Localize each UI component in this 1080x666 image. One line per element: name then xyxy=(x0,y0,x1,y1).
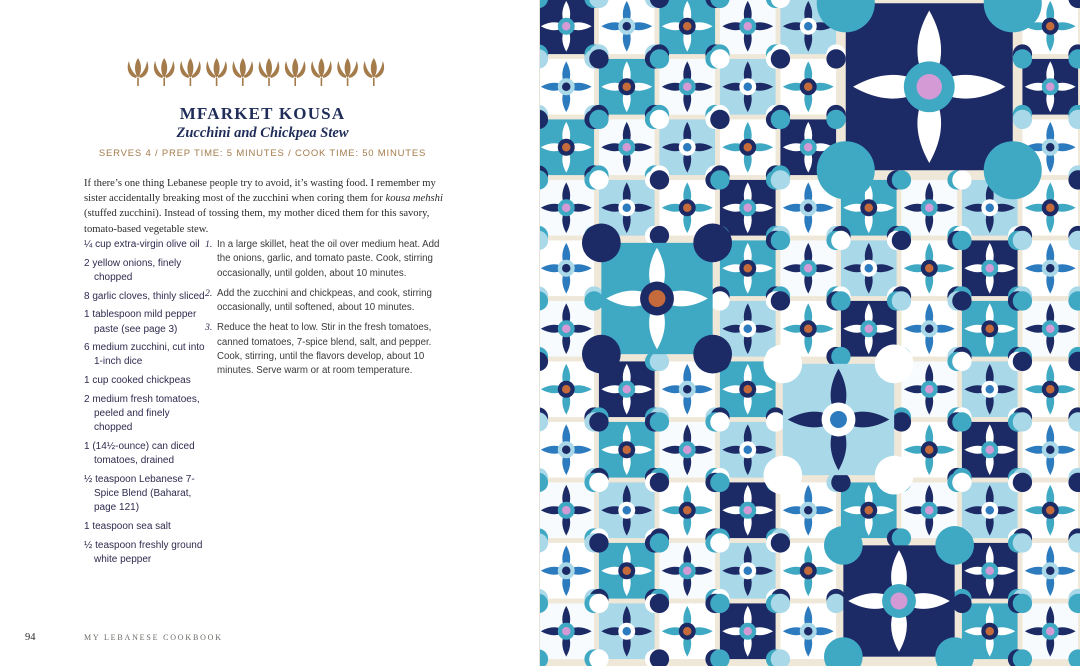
ingredient-item: 6 medium zucchini, cut into 1-inch dice xyxy=(84,342,205,368)
patterned-tile-mosaic-image xyxy=(540,0,1080,666)
tulip-ornament-icon xyxy=(285,58,306,86)
tulip-ornament-icon xyxy=(311,58,332,86)
mosaic-tile xyxy=(763,344,913,494)
direction-step xyxy=(205,287,455,316)
ingredient-item: 1 tablespoon mild pepper paste (see page 3) xyxy=(84,309,197,335)
tulip-ornament-icon xyxy=(259,58,280,86)
ingredient-item: 1 (14½-ounce) can diced tomatoes, drained xyxy=(84,440,195,467)
tulip-ornament-icon xyxy=(363,58,384,86)
ingredient-item: 2 medium fresh tomatoes, peeled and finely chopped xyxy=(84,393,200,434)
recipe-subtitle: Zucchini and Chickpea Stew xyxy=(176,125,349,141)
direction-list xyxy=(205,238,455,385)
direction-step xyxy=(205,238,455,281)
step-number: 1. xyxy=(205,239,213,250)
step-text: Add the zucchini and chickpeas, and cook, stirring occasionally, until softened, about 10 minutes. xyxy=(217,287,432,314)
intro-italic-term: kousa mehshi xyxy=(385,193,443,205)
tulip-ornament-icon xyxy=(180,58,201,86)
ingredient-item: 8 garlic cloves, thinly sliced xyxy=(84,290,205,302)
mosaic-tile xyxy=(1013,594,1080,666)
tulip-ornament-icon xyxy=(206,58,227,86)
tulip-border-ornament xyxy=(125,54,387,90)
mosaic-tile xyxy=(824,526,974,666)
ingredient-item: 1 cup cooked chickpeas xyxy=(84,375,191,387)
tulip-ornament-icon xyxy=(337,58,358,86)
ingredient-item: ¼ cup extra-virgin olive oil xyxy=(84,239,200,250)
ingredient-item: ½ teaspoon freshly ground white pepper xyxy=(84,539,203,565)
step-text: Reduce the heat to low. Stir in the fresh tomatoes, canned tomatoes, 7-spice blend, salt, and pepper. Cook, stirring, until the flavors develop, about 10 minutes. Serve warm or at room temperature. xyxy=(217,322,432,377)
direction-step xyxy=(205,321,455,378)
ingredient-item: 1 teaspoon sea salt xyxy=(84,520,171,532)
page-number: 94 xyxy=(25,632,36,643)
ingredient-item: 2 yellow onions, finely chopped xyxy=(84,257,182,283)
intro-text-1: If there’s one thing Lebanese people try to avoid, it’s wasting food. I remember my sister accidentally breaking most of the zucchini when coring them for xyxy=(84,178,436,205)
mosaic-tile xyxy=(582,223,732,373)
ingredient-item: ½ teaspoon Lebanese 7-Spice Blend (Baharat, page 121) xyxy=(84,473,195,514)
ingredient-list xyxy=(84,238,208,572)
recipe-title: MFARKET KOUSA xyxy=(179,104,346,123)
recipe-meta: SERVES 4 / PREP TIME: 5 MINUTES / COOK TIME: 50 MINUTES xyxy=(98,148,427,159)
step-number: 2. xyxy=(205,287,213,299)
running-head: MY LEBANESE COOKBOOK xyxy=(84,633,223,642)
step-number: 3. xyxy=(205,322,213,334)
tulip-ornament-icon xyxy=(128,58,149,86)
recipe-intro xyxy=(84,176,444,237)
step-text: In a large skillet, heat the oil over medium heat. Add the onions, garlic, and tomato paste. Cook, stirring occasionally, until golden, about 10 minutes. xyxy=(217,239,440,279)
intro-text-2: (stuffed zucchini). Instead of tossing them, my mother diced them for this savory, tomato-based vegetable stew. xyxy=(84,208,430,235)
tulip-ornament-icon xyxy=(232,58,253,86)
mosaic-tile xyxy=(817,0,1042,199)
tulip-ornament-icon xyxy=(154,58,175,86)
